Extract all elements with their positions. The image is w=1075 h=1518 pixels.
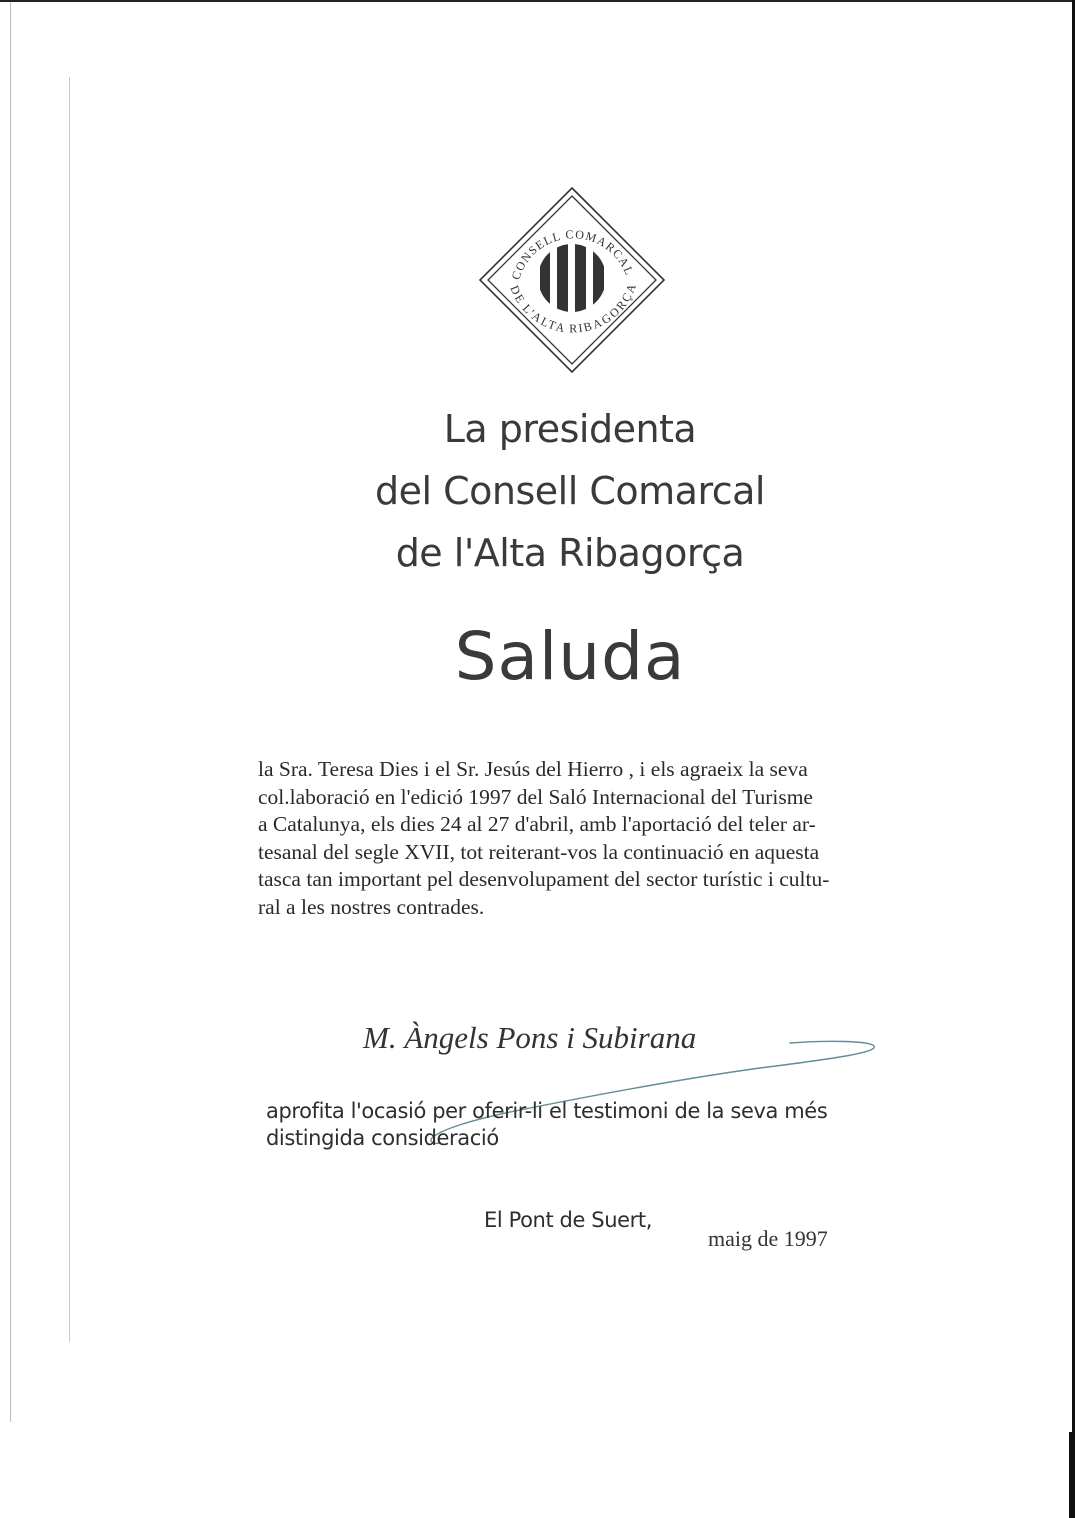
body-line: a Catalunya, els dies 24 al 27 d'abril, amb l'aportació del teler ar- [258,812,816,836]
margin-rule-outer [10,2,11,1422]
closing-paragraph [266,1098,827,1152]
document-title: Saluda [454,618,686,695]
issuer-heading [300,398,840,584]
svg-text:CONSELL COMARCAL [509,227,637,281]
body-line: ral a les nostres contrades. [258,894,485,919]
closing-line: aprofita l'ocasió per oferir-li el testimoni de la seva més [266,1099,828,1123]
heading-line: La presidenta [443,407,697,451]
place-label: El Pont de Suert, [484,1208,652,1232]
body-line: col.laboració en l'edició 1997 del Saló Internacional del Turisme [258,784,813,809]
heading-line: de l'Alta Ribagorça [395,531,745,575]
date-label: maig de 1997 [708,1226,828,1251]
margin-rule-inner [69,77,70,1342]
body-paragraph [258,756,918,921]
heading-line: del Consell Comarcal [375,469,765,513]
emblem-text-bottom: DE L'ALTA RIBAGORÇA [507,281,640,336]
signer-name: M. Àngels Pons i Subirana [363,1020,697,1055]
consell-comarcal-emblem-icon [478,186,666,374]
closing-line: distingida consideració [266,1126,499,1150]
body-line: tasca tan important pel desenvolupament del sector turístic i cultu- [258,867,830,891]
emblem-text-top: CONSELL COMARCAL [508,227,637,282]
body-line: tesanal del segle XVII, tot reiterant-vos la continuació en aquesta [258,839,820,864]
scan-edge-top [0,0,1075,2]
body-line: la Sra. Teresa Dies i el Sr. Jesús del Hierro , i els agraeix la seva [258,757,808,781]
scan-edge-right-lower [1069,1432,1072,1518]
